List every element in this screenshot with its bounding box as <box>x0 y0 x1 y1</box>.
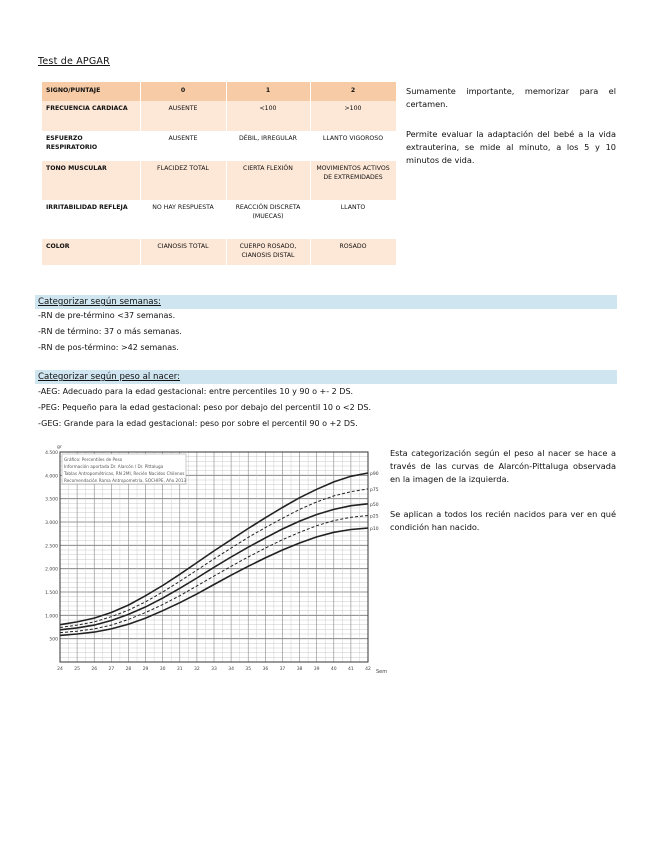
list-item: -GEG: Grande para la edad gestacional: peso por sobre el percentil 90 o +2 DS. <box>38 419 358 428</box>
score-cell: AUSENTE <box>140 131 226 161</box>
score-cell: DÉBIL, IRREGULAR <box>226 131 310 161</box>
score-cell: LLANTO <box>310 200 396 239</box>
sign-cell: TONO MUSCULAR <box>42 161 140 200</box>
x-tick-label: 26 <box>91 667 98 672</box>
score-cell: AUSENTE <box>140 101 226 131</box>
x-tick-label: 36 <box>262 667 269 672</box>
list-item: -RN de pos-término: >42 semanas. <box>38 343 179 352</box>
x-tick-label: 30 <box>159 667 166 672</box>
chart-svg <box>38 440 390 680</box>
y-tick-label: 3.500 <box>45 497 58 503</box>
y-tick-label: 2.000 <box>45 567 58 573</box>
x-tick-label: 42 <box>365 667 371 672</box>
apgar-purpose-note: Permite evaluar la adaptación del bebé a la vida extrauterina, se mide al minuto, a los 5 y 10 minutos de vida. <box>406 129 616 165</box>
x-tick-label: 24 <box>57 667 63 672</box>
score-cell: ROSADO <box>310 239 396 265</box>
header-cell: 0 <box>140 82 226 101</box>
weeks-heading: Categorizar según semanas: <box>38 297 161 307</box>
x-tick-label: 31 <box>176 667 183 672</box>
table-row <box>42 101 396 131</box>
y-tick-label: 4.500 <box>45 451 58 456</box>
y-axis-label: gr <box>57 445 62 450</box>
series-label: p75 <box>370 487 379 493</box>
header-cell: 2 <box>310 82 396 101</box>
table-header-row <box>42 82 396 101</box>
memorize-note: Sumamente importante, memorizar para el certamen. <box>406 86 616 109</box>
weeks-heading-band <box>35 295 617 309</box>
y-tick-label: 3.000 <box>45 521 58 526</box>
x-tick-label: 39 <box>313 667 320 672</box>
x-tick-label: 41 <box>348 667 354 672</box>
x-tick-label: 38 <box>296 667 303 672</box>
table-row <box>42 131 396 161</box>
weight-heading-band <box>35 370 617 384</box>
score-cell: CUERPO ROSADO, CIANOSIS DISTAL <box>226 239 310 265</box>
list-item: -PEG: Pequeño para la edad gestacional: peso por debajo del percentil 10 o <2 DS. <box>38 403 372 412</box>
sign-cell: FRECUENCIA CARDIACA <box>42 101 140 131</box>
x-tick-label: 25 <box>74 667 80 672</box>
apgar-table <box>42 82 397 265</box>
y-tick-label: 1.500 <box>45 591 58 596</box>
score-cell: CIERTA FLEXIÓN <box>226 161 310 200</box>
x-tick-label: 33 <box>211 667 217 672</box>
score-cell: LLANTO VIGOROSO <box>310 131 396 161</box>
header-cell: 1 <box>226 82 310 101</box>
chart-description: Esta categorización según el peso al nacer se hace a través de las curvas de Alarcón-Pittaluga observada en la imagen de la izquierda. <box>390 448 616 484</box>
x-tick-label: 37 <box>279 667 286 672</box>
alarcon-pittaluga-chart <box>38 440 390 680</box>
legend-text: Información aportada Dr. Alarcón / Dr. Pittaluga <box>64 464 164 469</box>
x-tick-label: 35 <box>245 667 252 672</box>
score-cell: >100 <box>310 101 396 131</box>
x-tick-label: 40 <box>330 667 337 672</box>
score-cell: NO HAY RESPUESTA <box>140 200 226 239</box>
legend-text: Tablas Antropométricas, RN 2MI, Recién Nacidos Chilenos <box>64 471 185 476</box>
series-label: p25 <box>370 514 379 520</box>
legend-text: Gráfico: Percentiles de Peso <box>64 457 123 462</box>
table-row <box>42 239 396 265</box>
list-item: -AEG: Adecuado para la edad gestacional: entre percentiles 10 y 90 o +- 2 DS. <box>38 387 354 396</box>
legend-text: Recomendación Rama Antropometría, SOCHIPE, Año 2013 <box>64 478 187 483</box>
header-cell: SIGNO/PUNTAJE <box>42 82 140 101</box>
x-tick-label: 34 <box>228 667 234 672</box>
score-cell: REACCIÓN DISCRETA (MUECAS) <box>226 200 310 239</box>
list-item: -RN de término: 37 o más semanas. <box>38 327 182 336</box>
x-tick-label: 27 <box>108 667 115 672</box>
score-cell: MOVIMIENTOS ACTIVOS DE EXTREMIDADES <box>310 161 396 200</box>
weight-heading: Categorizar según peso al nacer: <box>38 372 181 382</box>
sign-cell: IRRITABILIDAD REFLEJA <box>42 200 140 239</box>
y-tick-label: 4.000 <box>45 474 58 480</box>
score-cell: <100 <box>226 101 310 131</box>
list-item: -RN de pre-término <37 semanas. <box>38 311 176 320</box>
x-tick-label: 29 <box>142 667 149 672</box>
x-axis-label: Sem <box>376 669 388 675</box>
table-row <box>42 161 396 200</box>
y-tick-label: 2.500 <box>45 544 58 550</box>
table-row <box>42 200 396 239</box>
sign-cell: ESFUERZO RESPIRATORIO <box>42 131 140 161</box>
series-label: p50 <box>370 502 379 508</box>
x-tick-label: 28 <box>125 667 132 672</box>
y-tick-label: 1.000 <box>45 614 58 620</box>
chart-application: Se aplican a todos los recién nacidos para ver en qué condición han nacido. <box>390 509 616 532</box>
score-cell: CIANOSIS TOTAL <box>140 239 226 265</box>
score-cell: FLACIDEZ TOTAL <box>140 161 226 200</box>
series-label: p90 <box>370 472 379 477</box>
series-label: p10 <box>370 527 379 533</box>
x-tick-label: 32 <box>194 667 200 672</box>
page-title: Test de APGAR <box>38 56 110 67</box>
sign-cell: COLOR <box>42 239 140 265</box>
y-tick-label: 500 <box>49 637 58 643</box>
